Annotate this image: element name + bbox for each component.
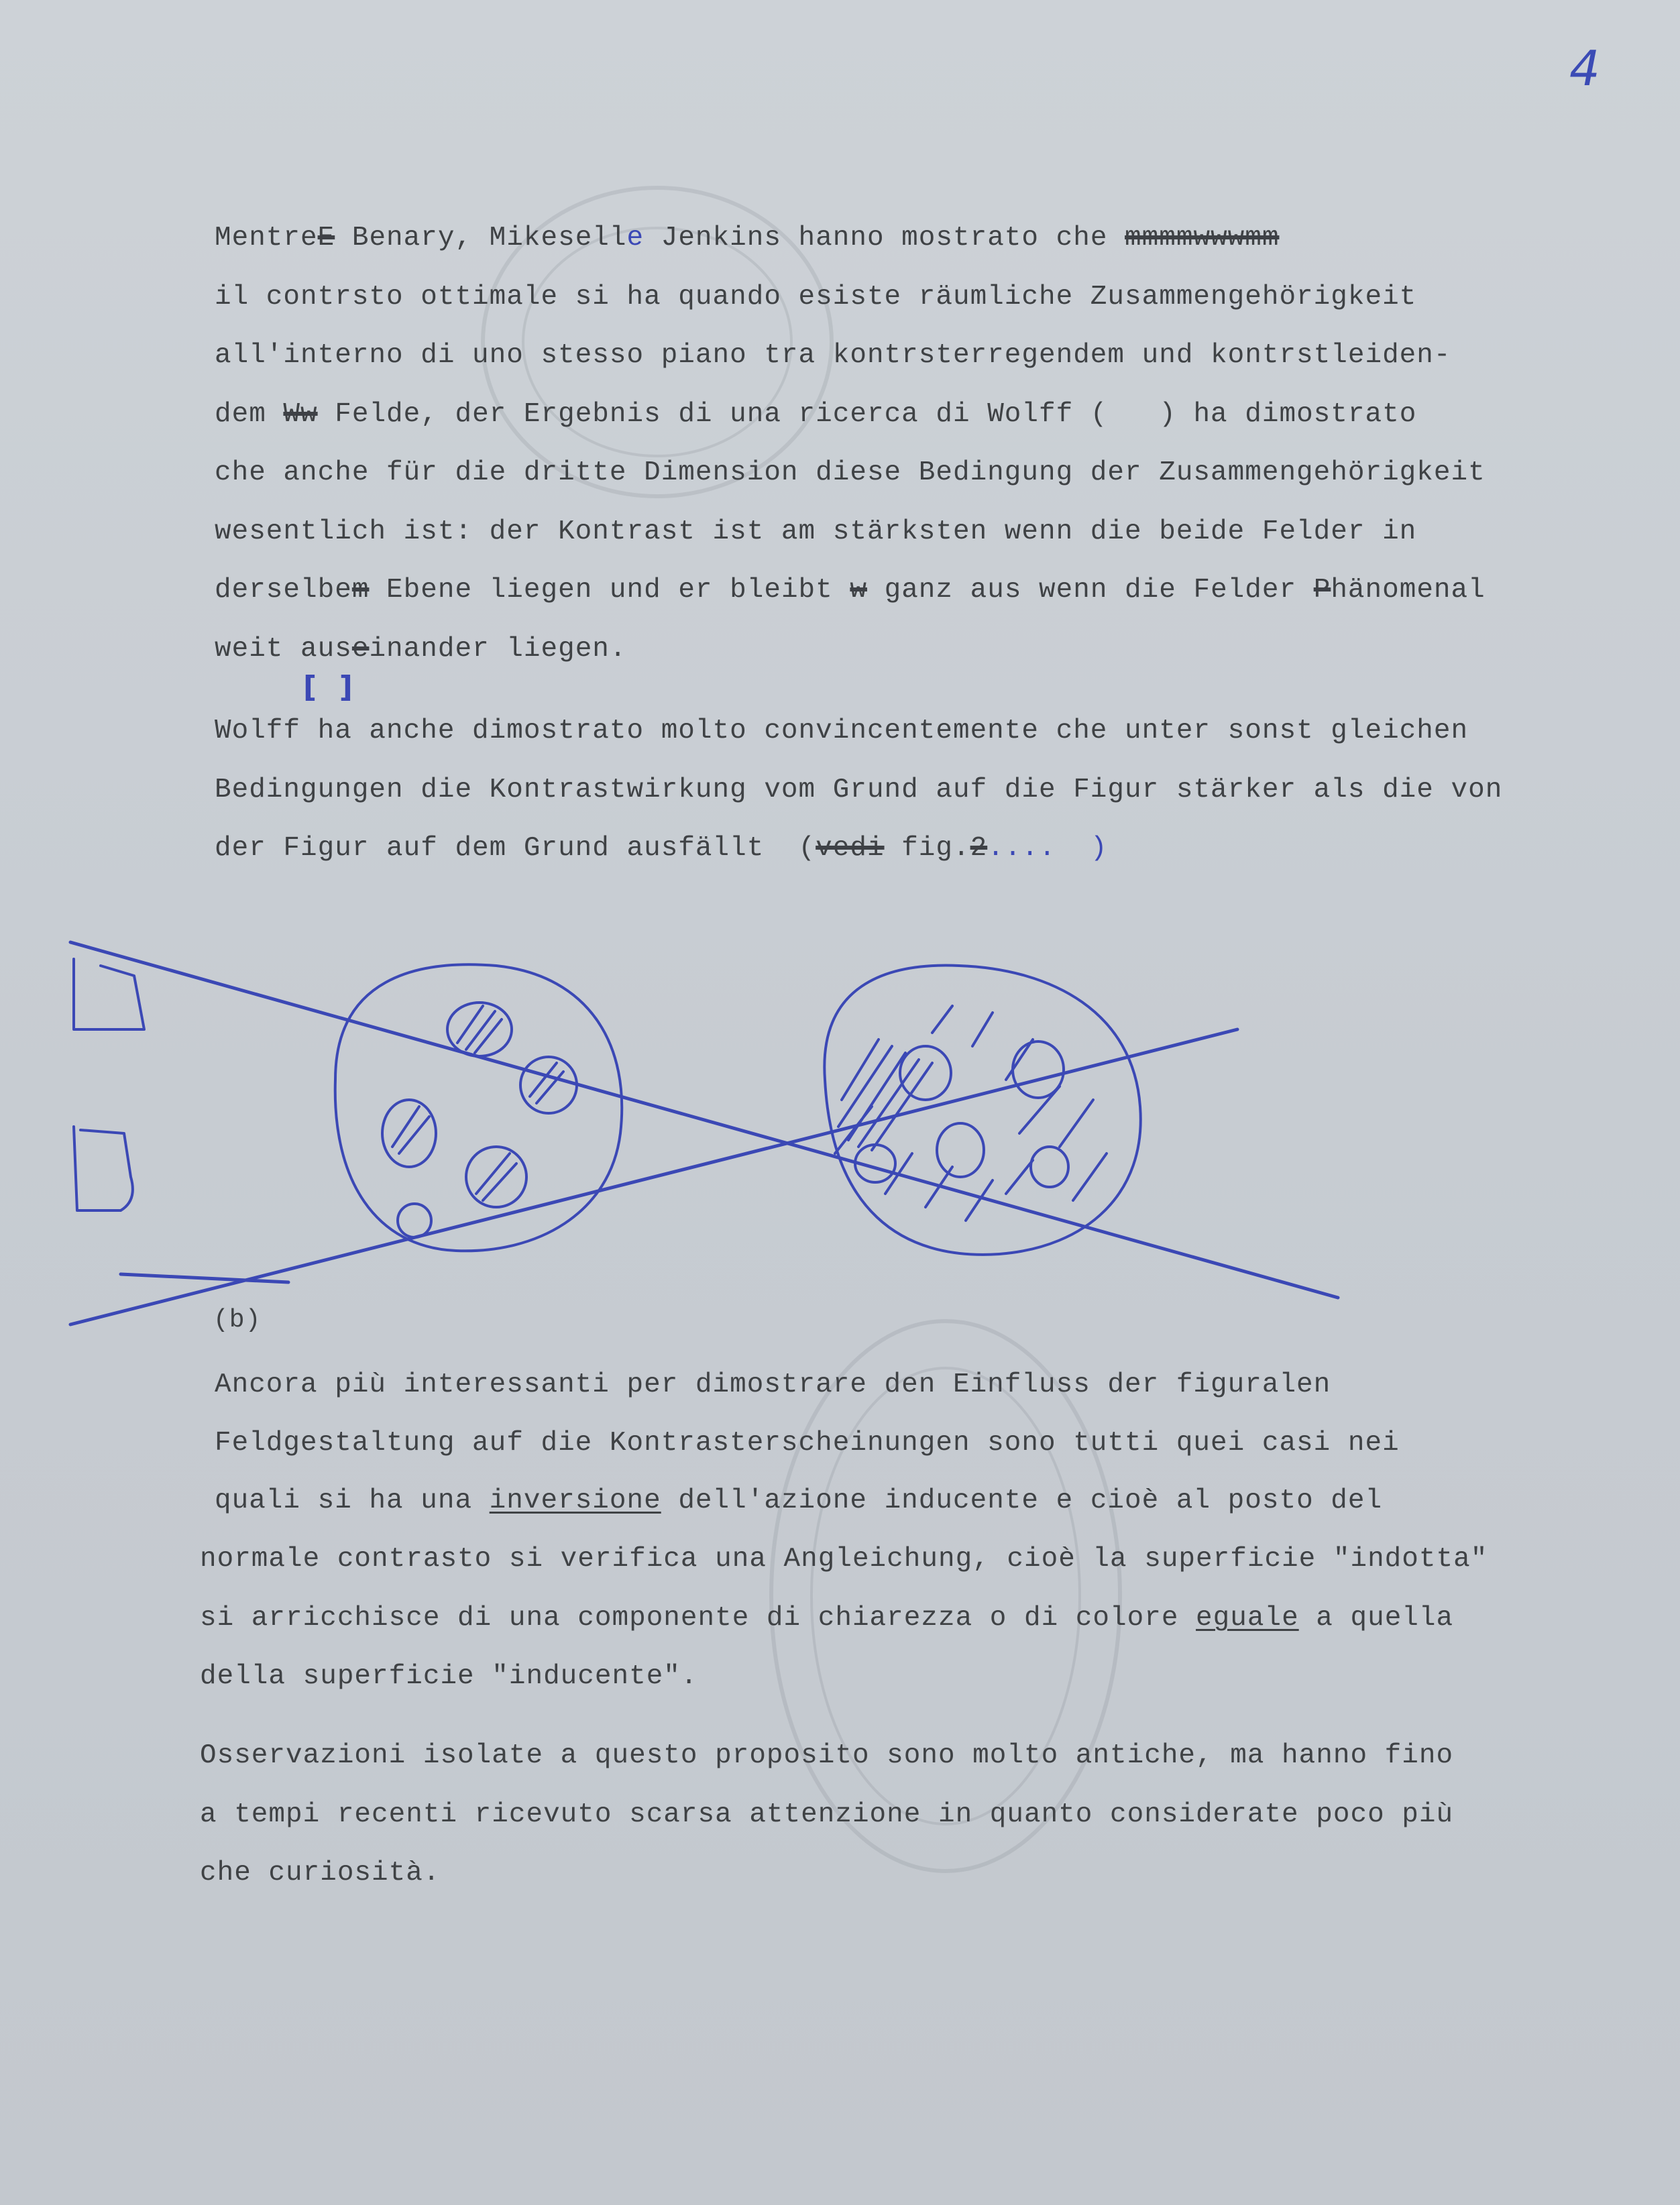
right-circle-outline [824,966,1140,1255]
figure-label: (b) [213,1306,262,1335]
paragraph1-line4: dem Ww Felde, der Ergebnis di una ricerca di Wolff ( ) ha dimostrato [215,399,1417,430]
handwritten-tail: .... ) [987,833,1108,864]
paragraph3-line5: si arricchisce di una componente di chiarezza o di colore eguale a quella [200,1603,1454,1634]
paragraph3-line3: quali si ha una inversione dell'azione inducente e cioè al posto del [215,1485,1383,1516]
margin-square-mark-2 [74,1127,133,1210]
paragraph3-line2: Feldgestaltung auf die Kontrasterscheinungen sono tutti quei casi nei [215,1428,1400,1459]
underlined-word: eguale [1196,1603,1299,1634]
paragraph4-line1: Osservazioni isolate a questo proposito sono molto antiche, ma hanno fino [200,1740,1454,1771]
struck-letter: E [317,223,335,253]
underlined-word: inversione [489,1485,661,1516]
paragraph2-line3: der Figur auf dem Grund ausfällt (vedi fig.2.... ) [215,833,1108,864]
paragraph3-line6: della superficie "inducente". [200,1661,698,1692]
left-circle-outline [335,964,622,1251]
paragraph4-line2: a tempi recenti ricevuto scarsa attenzione in quanto considerate poco più [200,1799,1454,1830]
crossed-out-sketch [0,912,1680,1355]
paragraph1-line1: MentreE Benary, Mikeselle Jenkins hanno mostrato che mmmmwwwmm [215,223,1280,253]
paragraph2-line1: Wolff ha anche dimostrato molto convincentemente che unter sonst gleichen [215,716,1469,746]
margin-square-mark-1 [74,959,144,1029]
paragraph1-line6: wesentlich ist: der Kontrast ist am stärksten wenn die beide Felder in [215,516,1417,547]
paragraph1-line7: derselbem Ebene liegen und er bleibt w ganz aus wenn die Felder Phänomenal [215,575,1486,606]
paragraph4-line3: che curiosità. [200,1858,441,1888]
paragraph3-line4: normale contrasto si verifica una Angleichung, cioè la superficie "indotta" [200,1544,1488,1575]
struck-letters: Ww [283,399,318,430]
handwritten-bracket-mark: [ ] [303,670,353,704]
cross-out-line-1 [70,942,1338,1298]
struck-word: mmmmwwwmm [1125,223,1280,253]
paragraph1-line5: che anche für die dritte Dimension diese Bedingung der Zusammengehörigkeit [215,457,1486,488]
paragraph1-line3: all'interno di uno stesso piano tra kontrsterregendem und kontrstleiden- [215,340,1451,371]
paragraph2-line2: Bedingungen die Kontrastwirkung vom Grund auf die Figur stärker als die von [215,775,1503,805]
handwritten-correction: e [626,223,645,253]
page-number: 4 [1569,40,1600,97]
paragraph1-line8: weit auseinander liegen. [215,634,627,665]
paragraph1-line2: il contrsto ottimale si ha quando esiste räumliche Zusammengehörigkeit [215,282,1417,313]
right-circle-hatching [835,1006,1107,1221]
paragraph3-line1: Ancora più interessanti per dimostrare den Einfluss der figuralen [215,1369,1331,1400]
